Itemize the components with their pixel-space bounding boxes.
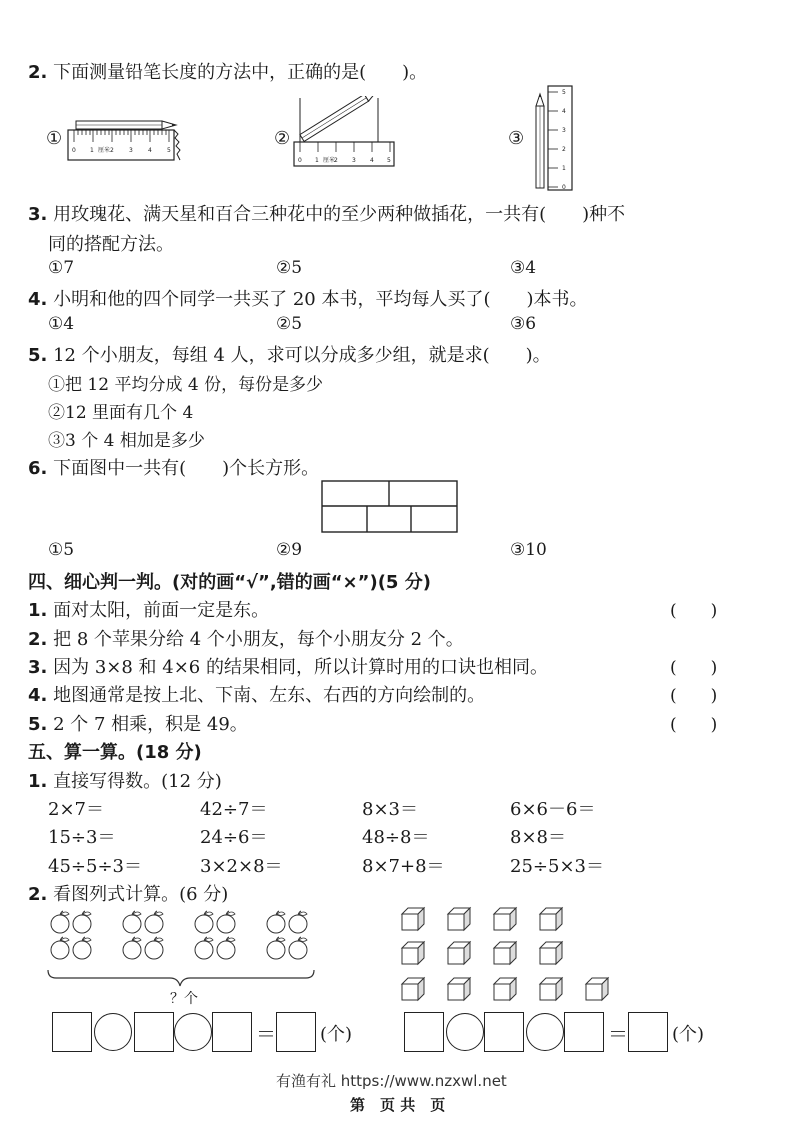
q2-option2-label: ② (274, 128, 291, 149)
section5-sub2-text: 看图列式计算。(6 分) (53, 884, 229, 905)
svg-text:4: 4 (148, 147, 152, 154)
cube-row-3 (402, 978, 608, 1000)
section4-item3-number: 3. (28, 657, 48, 678)
apple-group-1 (51, 911, 91, 959)
calc-r2c4: 8×8＝ (510, 827, 566, 848)
calc-r1c3: 8×3＝ (362, 799, 418, 820)
section4-title: 四、细心判一判。(对的画“√”,错的画“×”)(5 分) (28, 572, 431, 593)
section5-sub2-number: 2. (28, 884, 48, 905)
svg-text:2: 2 (334, 157, 338, 164)
calc-r3c1: 45÷5÷3＝ (48, 856, 142, 877)
calc-r3c2: 3×2×8＝ (200, 856, 283, 877)
section4-item1 (28, 596, 269, 622)
answer-box-right-result[interactable] (628, 1012, 668, 1052)
q4-option1: ①4 (48, 314, 75, 334)
q3-text-line2: 同的搭配方法。 (48, 234, 174, 255)
brace-label: ？个 (170, 991, 198, 1007)
calc-r1c1: 2×7＝ (48, 799, 104, 820)
section5-title: 五、算一算。(18 分) (28, 742, 202, 763)
svg-text:厘米: 厘米 (98, 147, 111, 154)
section4-item5-number: 5. (28, 714, 48, 735)
svg-text:厘米: 厘米 (323, 157, 336, 164)
q3-option2: ②5 (276, 258, 303, 278)
section4-item2-number: 2. (28, 629, 48, 650)
q4-number: 4. (28, 289, 48, 310)
svg-text:0: 0 (562, 184, 566, 191)
cube-row-2 (402, 942, 562, 964)
q2-option3-ruler-figure (528, 84, 580, 194)
q2-option3-label: ③ (508, 128, 525, 149)
apple-group-2 (123, 911, 163, 959)
svg-text:4: 4 (370, 157, 374, 164)
q3-text-line1: 用玫瑰花、满天星和百合三种花中的至少两种做插花，一共有( )种不 (53, 204, 626, 225)
page-number: 第 页 共 页 (350, 1096, 446, 1114)
svg-text:5: 5 (562, 89, 566, 96)
operator-circle-right-1[interactable] (446, 1013, 484, 1051)
svg-text:2: 2 (562, 146, 566, 153)
q5-option1: ①把 12 平均分成 4 份，每份是多少 (48, 375, 324, 395)
svg-text:1: 1 (90, 147, 94, 154)
q2-number: 2. (28, 62, 48, 83)
q6-option1: ①5 (48, 540, 75, 560)
answer-box-right-1[interactable] (404, 1012, 444, 1052)
q4-text: 小明和他的四个同学一共买了 20 本书，平均每人买了( )本书。 (53, 289, 588, 310)
section4-item5-text: 2 个 7 相乘，积是 49。 (53, 714, 248, 735)
answer-box-left-result[interactable] (276, 1012, 316, 1052)
section4-item2 (28, 625, 464, 651)
q6-number: 6. (28, 458, 48, 479)
svg-text:1: 1 (315, 157, 319, 164)
calc-r2c2: 24÷6＝ (200, 827, 268, 848)
svg-text:3: 3 (562, 127, 566, 134)
calc-r3c4: 25÷5×3＝ (510, 856, 604, 877)
calc-r2c1: 15÷3＝ (48, 827, 116, 848)
section4-item3-text: 因为 3×8 和 4×6 的结果相同，所以计算时用的口诀也相同。 (53, 657, 548, 678)
section4-item2-text: 把 8 个苹果分给 4 个小朋友，每个小朋友分 2 个。 (53, 629, 464, 650)
section4-item1-number: 1. (28, 600, 48, 621)
q6-option2: ②9 (276, 540, 303, 560)
apple-group-4 (267, 911, 307, 959)
section5-sub1 (28, 767, 222, 793)
section4-item1-answer: ( ) (670, 601, 718, 621)
svg-text:4: 4 (562, 108, 566, 115)
svg-text:2: 2 (110, 147, 114, 154)
equals-sign-right: ＝ (608, 1022, 628, 1046)
q6-line (28, 454, 319, 480)
section4-item4-number: 4. (28, 685, 48, 706)
q3-line1 (28, 200, 625, 226)
q2-option2-ruler-figure (292, 96, 402, 168)
q4-line (28, 285, 588, 311)
q5-option2: ②12 里面有几个 4 (48, 403, 194, 423)
section4-item3 (28, 653, 548, 679)
cube-row-1 (402, 908, 562, 930)
section4-item4-answer: ( ) (670, 686, 718, 706)
q5-line (28, 341, 551, 367)
unit-left: (个) (320, 1024, 353, 1045)
brace (48, 970, 314, 986)
q2-line (28, 58, 427, 84)
section5-sub1-number: 1. (28, 771, 48, 792)
section4-item1-text: 面对太阳，前面一定是东。 (53, 600, 270, 621)
calc-r1c4: 6×6－6＝ (510, 799, 596, 820)
q4-option3: ③6 (510, 314, 537, 334)
q5-option3: ③3 个 4 相加是多少 (48, 431, 205, 451)
cubes-picture (398, 904, 618, 1010)
answer-box-right-3[interactable] (564, 1012, 604, 1052)
equals-sign-left: ＝ (256, 1022, 276, 1046)
section4-item5 (28, 710, 248, 736)
section5-sub1-text: 直接写得数。(12 分) (53, 771, 222, 792)
calc-r1c2: 42÷7＝ (200, 799, 268, 820)
q3-option1: ①7 (48, 258, 75, 278)
calc-r2c3: 48÷8＝ (362, 827, 430, 848)
section4-item5-answer: ( ) (670, 715, 718, 735)
svg-text:1: 1 (562, 165, 566, 172)
q2-option1-label: ① (46, 128, 63, 149)
svg-text:5: 5 (167, 147, 171, 154)
section4-item4-text: 地图通常是按上北、下南、左东、右西的方向绘制的。 (53, 685, 486, 706)
q3-option3: ③4 (510, 258, 537, 278)
q6-text: 下面图中一共有( )个长方形。 (53, 458, 320, 479)
svg-text:0: 0 (72, 147, 76, 154)
answer-box-left-1[interactable] (52, 1012, 92, 1052)
answer-box-left-3[interactable] (212, 1012, 252, 1052)
svg-text:3: 3 (352, 157, 356, 164)
operator-circle-right-2[interactable] (526, 1013, 564, 1051)
answer-box-right-2[interactable] (484, 1012, 524, 1052)
unit-right: (个) (672, 1024, 705, 1045)
q5-number: 5. (28, 345, 48, 366)
section4-item4 (28, 681, 485, 707)
q6-rectangle-figure (321, 480, 459, 534)
q2-option1-ruler-figure (66, 112, 182, 162)
q4-option2: ②5 (276, 314, 303, 334)
watermark: 有渔有礼 https://www.nzxwl.net (276, 1072, 507, 1090)
svg-text:5: 5 (387, 157, 391, 164)
answer-box-left-2[interactable] (134, 1012, 174, 1052)
q2-text: 下面测量铅笔长度的方法中，正确的是( )。 (53, 62, 428, 83)
svg-text:3: 3 (129, 147, 133, 154)
q5-text: 12 个小朋友，每组 4 人，求可以分成多少组，就是求( )。 (53, 345, 551, 366)
operator-circle-left-2[interactable] (174, 1013, 212, 1051)
svg-text:0: 0 (298, 157, 302, 164)
q6-option3: ③10 (510, 540, 547, 560)
apple-group-3 (195, 911, 235, 959)
calc-r3c3: 8×7+8＝ (362, 856, 445, 877)
section4-item3-answer: ( ) (670, 658, 718, 678)
q3-number: 3. (28, 204, 48, 225)
section5-sub2 (28, 880, 228, 906)
operator-circle-left-1[interactable] (94, 1013, 132, 1051)
